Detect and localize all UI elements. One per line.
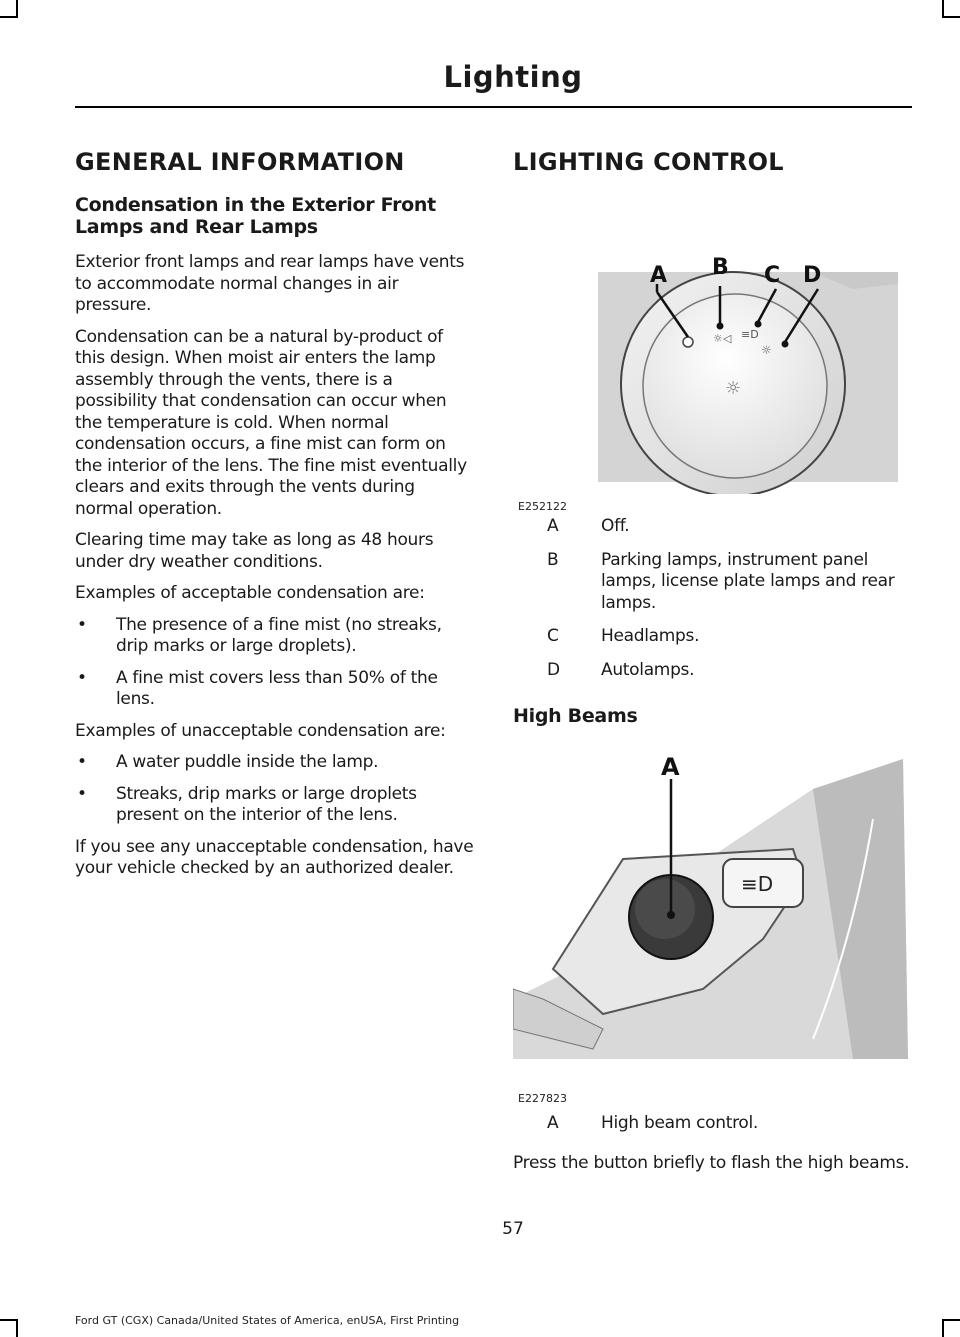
headlamp-switch-illustration (513, 194, 913, 494)
figure-callout: C (764, 263, 781, 288)
figure-callout: A (650, 263, 668, 288)
crop-mark (0, 16, 18, 18)
page-number: 57 (502, 1219, 524, 1239)
legend-row: C Headlamps. (547, 626, 700, 646)
lighting-control-figure (513, 194, 913, 516)
legend-row: D Autolamps. (547, 659, 695, 680)
svg-text:☼◁: ☼◁ (713, 332, 732, 345)
bullet: • (77, 752, 87, 772)
legend-row: B Parking lamps, instrument panel lamps, license plate lamps and rear lamps. (547, 549, 895, 613)
crop-mark (942, 1319, 960, 1321)
list-item: • A fine mist covers less than 50% of the lens. (77, 667, 438, 709)
legend-key: D (547, 659, 560, 680)
footer-text: Ford GT (CGX) Canada/United States of America, enUSA, First Printing (75, 1314, 460, 1327)
paragraph: Exterior front lamps and rear lamps have vents to accommodate normal changes in air pressure. (75, 252, 465, 315)
subsection-heading: Condensation in the Exterior Front Lamps and Rear Lamps (75, 194, 436, 238)
legend-list (513, 1113, 913, 1135)
figure-callout: D (803, 263, 822, 288)
legend-key: B (547, 549, 559, 570)
paragraph: Press the button briefly to flash the high beams. (513, 1152, 910, 1173)
paragraph: If you see any unacceptable condensation, have your vehicle checked by an authorized dealer. (75, 836, 474, 878)
section-heading: GENERAL INFORMATION (75, 148, 405, 176)
list-item: • A water puddle inside the lamp. (77, 752, 379, 772)
legend-row: A Off. (547, 516, 630, 536)
bullet: • (77, 614, 87, 635)
high-beam-switch-illustration (513, 739, 913, 1079)
legend-key: A (547, 1113, 559, 1133)
legend-key: C (547, 626, 559, 646)
legend-key: A (547, 516, 559, 536)
paragraph: Examples of acceptable condensation are: (75, 583, 425, 603)
list-item: • Streaks, drip marks or large droplets present on the interior of the lens. (77, 783, 417, 825)
high-beam-figure (513, 739, 913, 1113)
bullet: • (77, 667, 87, 688)
figure-code: E227823 (518, 1092, 567, 1105)
paragraph: Clearing time may take as long as 48 hours under dry weather conditions. (75, 530, 434, 572)
legend-list (513, 516, 913, 681)
svg-text:≡D: ≡D (741, 328, 759, 341)
section-heading: LIGHTING CONTROL (513, 148, 784, 176)
bullet: • (77, 783, 87, 804)
figure-callout: B (712, 255, 729, 280)
crop-mark (0, 1319, 18, 1321)
crop-mark (942, 1319, 944, 1337)
header-rule (75, 106, 912, 108)
paragraph: Condensation can be a natural by-product of this design. When moist air enters the lamp assembly through the vents, there is a possibility that condensation can occur when the temperature is cold. When normal condensation occurs, a fine mist can form on the interior of the lens. The fine mist eventually clears and exits through the vents during normal operation. (75, 326, 467, 519)
svg-text:☼: ☼ (761, 343, 772, 357)
page-header-title: Lighting (443, 60, 583, 94)
list-item: • The presence of a fine mist (no streaks, drip marks or large droplets). (77, 614, 442, 656)
left-column (75, 146, 477, 890)
subsection-heading: High Beams (513, 705, 638, 727)
figure-callout: A (661, 753, 680, 781)
right-column (513, 146, 913, 1184)
paragraph: Examples of unacceptable condensation are: (75, 720, 446, 741)
acceptable-list (75, 615, 477, 711)
svg-text:☼: ☼ (725, 378, 742, 399)
crop-mark (942, 16, 960, 18)
unacceptable-list (75, 752, 477, 827)
legend-row: A High beam control. (547, 1113, 759, 1133)
figure-code: E252122 (518, 500, 567, 513)
svg-text:≡D: ≡D (741, 872, 774, 896)
crop-mark (16, 1319, 18, 1337)
